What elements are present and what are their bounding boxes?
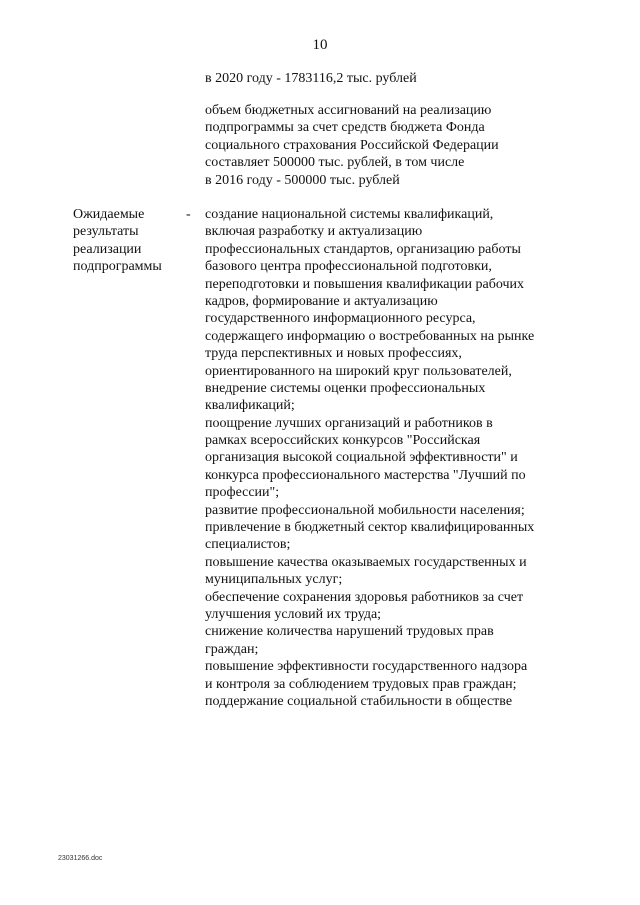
results-line: содержащего информацию о востребованных на рынке [205,328,535,344]
results-line: ориентированного на широкий круг пользователей, [205,363,512,379]
funding-2020-text: в 2020 году - 1783116,2 тыс. рублей [205,71,417,86]
results-label-line: Ожидаемые [73,207,145,222]
results-label-line: реализации [73,241,142,257]
funding-2020-line [205,70,585,87]
fund-line: в 2016 году - 500000 тыс. рублей [205,172,400,188]
results-line: повышение качества оказываемых государственных и [205,554,527,570]
fund-paragraph [205,102,585,189]
label-dash: - [186,207,191,222]
results-line: муниципальных услуг; [205,572,343,588]
results-line: поощрение лучших организаций и работников в [205,415,493,431]
document-filename: 23031266.doc [58,855,103,862]
results-line: переподготовки и повышения квалификации рабочих [205,276,524,292]
results-line: организация высокой социальной эффективности" и [205,450,518,466]
fund-line: подпрограммы за счет средств бюджета Фонда [205,120,485,136]
results-line: обеспечение сохранения здоровья работников за счет [205,589,524,605]
results-line: квалификаций; [205,398,295,414]
results-line: конкурса профессионального мастерства "Лучший по [205,467,526,483]
results-line: граждан; [205,641,259,657]
results-line: создание национальной системы квалификаций, [205,207,494,222]
results-line: труда перспективных и новых профессиях, [205,346,462,362]
results-line: государственного информационного ресурса, [205,311,476,327]
results-line: специалистов; [205,537,291,553]
results-label [73,206,183,276]
results-line: развитие профессиональной мобильности населения; [205,502,525,518]
results-line: и контроля за соблюдением трудовых прав граждан; [205,676,517,692]
results-label-line: результаты [73,224,139,240]
results-line: внедрение системы оценки профессиональных [205,380,486,396]
page-number: 10 [312,37,328,53]
fund-line: социального страхования Российской Федерации [205,137,499,153]
fund-line: объем бюджетных ассигнований на реализацию [205,103,492,118]
results-label-line: подпрограммы [73,259,162,275]
results-line: поддержание социальной стабильности в обществе [205,693,513,709]
results-line: базового центра профессиональной подготовки, [205,259,492,275]
results-line: снижение количества нарушений трудовых прав [205,624,494,640]
results-line: повышение эффективности государственного надзора [205,659,528,675]
results-line: профессии"; [205,485,280,501]
results-line: включая разработку и актуализацию [205,224,423,240]
results-line: кадров, формирование и актуализацию [205,293,438,309]
results-text [205,206,585,710]
results-line: рамках всероссийских конкурсов "Российская [205,433,481,449]
results-line: профессиональных стандартов, организацию работы [205,241,521,257]
fund-line: составляет 500000 тыс. рублей, в том числе [205,155,465,171]
results-line: улучшения условий их труда; [205,606,382,622]
results-line: привлечение в бюджетный сектор квалифицированных [205,520,535,536]
